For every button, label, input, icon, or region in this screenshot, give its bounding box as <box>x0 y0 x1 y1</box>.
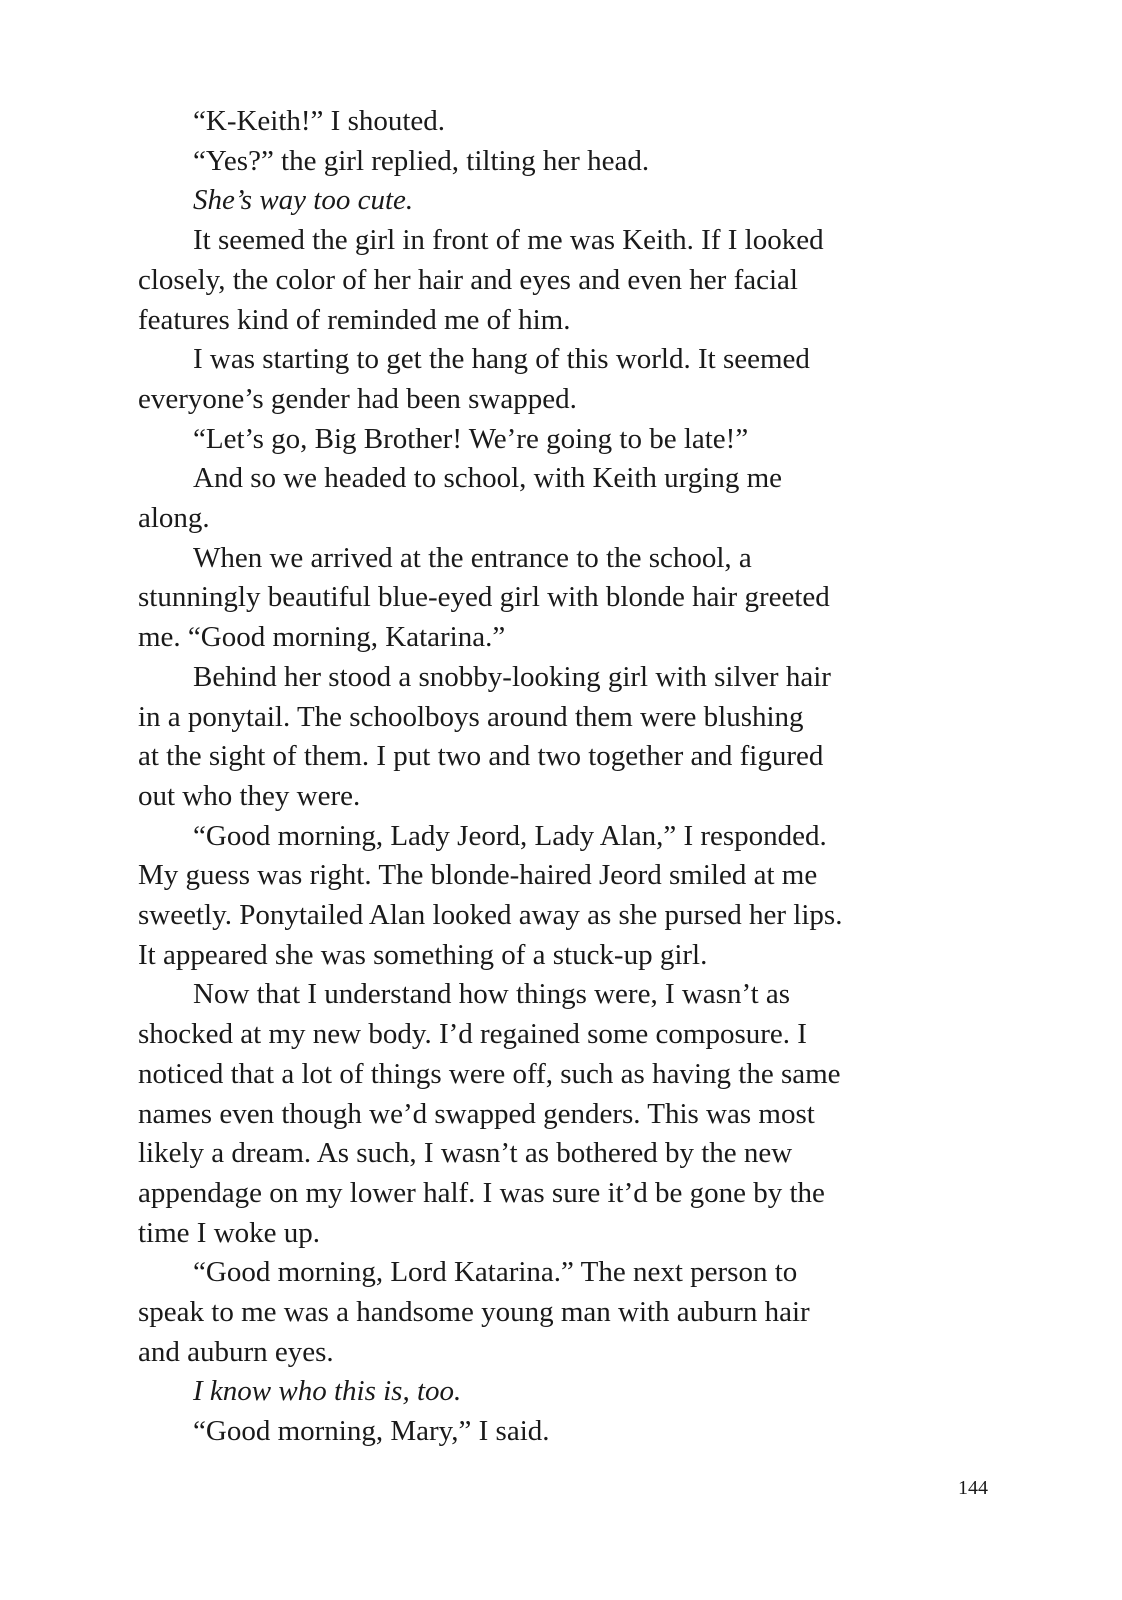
text-line: Behind her stood a snobby-looking girl with silver hair <box>193 660 831 693</box>
text-line: noticed that a lot of things were off, such as having the same <box>138 1057 841 1090</box>
text-line: at the sight of them. I put two and two together and figured <box>138 740 824 773</box>
text-line: “Good morning, Lady Jeord, Lady Alan,” I responded. <box>193 819 827 852</box>
text-line: likely a dream. As such, I wasn’t as bothered by the new <box>138 1137 793 1170</box>
text-line: out who they were. <box>138 779 361 812</box>
italic-text-line: She’s way too cute. <box>193 184 414 217</box>
text-line: appendage on my lower half. I was sure it’d be gone by the <box>138 1176 825 1209</box>
text-line: “Good morning, Lord Katarina.” The next person to <box>193 1256 798 1289</box>
text-line: stunningly beautiful blue-eyed girl with blonde hair greeted <box>138 581 830 614</box>
page-number: 144 <box>958 1477 988 1499</box>
italic-text-line: I know who this is, too. <box>193 1375 462 1408</box>
text-line: Now that I understand how things were, I wasn’t as <box>193 978 791 1011</box>
text-line: speak to me was a handsome young man with auburn hair <box>138 1296 810 1328</box>
text-line: “Let’s go, Big Brother! We’re going to be late!” <box>193 422 749 455</box>
text-line: closely, the color of her hair and eyes and even her facial <box>138 263 798 296</box>
text-line: features kind of reminded me of him. <box>138 303 571 336</box>
text-line: When we arrived at the entrance to the school, a <box>193 541 752 574</box>
text-line: in a ponytail. The schoolboys around them were blushing <box>138 700 804 733</box>
text-line: “Yes?” the girl replied, tilting her head. <box>193 144 650 177</box>
text-line: And so we headed to school, with Keith urging me <box>193 462 783 495</box>
text-line: “Good morning, Mary,” I said. <box>193 1415 550 1448</box>
text-line: time I woke up. <box>138 1216 321 1249</box>
text-line: I was starting to get the hang of this world. It seemed <box>193 343 810 376</box>
text-line: It appeared she was something of a stuck-up girl. <box>138 938 708 971</box>
text-line: It seemed the girl in front of me was Keith. If I looked <box>193 224 824 257</box>
text-line: me. “Good morning, Katarina.” <box>138 621 506 654</box>
text-line: sweetly. Ponytailed Alan looked away as she pursed her lips. <box>138 899 843 931</box>
text-line: everyone’s gender had been swapped. <box>138 382 577 415</box>
text-line: along. <box>138 502 210 534</box>
text-line: My guess was right. The blonde-haired Jeord smiled at me <box>138 859 818 892</box>
text-line: and auburn eyes. <box>138 1335 334 1368</box>
text-line: shocked at my new body. I’d regained some composure. I <box>138 1018 807 1051</box>
text-line: “K-Keith!” I shouted. <box>193 105 446 137</box>
text-line: names even though we’d swapped genders. This was most <box>138 1097 815 1130</box>
